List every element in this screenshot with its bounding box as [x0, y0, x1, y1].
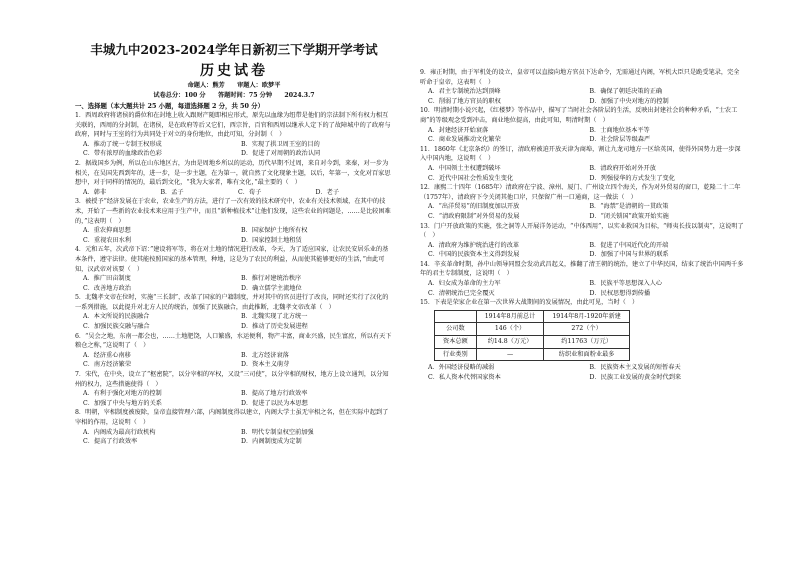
- right-question-list: [420, 68, 745, 308]
- answer-option: A．外国经济侵略的减弱: [428, 364, 495, 372]
- school-title: 丰城九中2023-2024学年日新初三下学期开学考试: [90, 42, 378, 57]
- question-options: [75, 428, 393, 447]
- answer-option: A．封建经济开始衰落: [428, 126, 489, 134]
- right-column: [420, 68, 745, 382]
- answer-option: A．妇女成为革命的主力军: [428, 280, 501, 288]
- answer-option: C．加强了中央与地方的关系: [83, 399, 162, 407]
- question: [75, 245, 393, 293]
- answer-option: D．列强侵华的方式发生了变化: [589, 174, 675, 182]
- question-options: [420, 126, 745, 145]
- answer-option: A．推广田亩制度: [83, 275, 131, 283]
- table-row: [435, 348, 630, 361]
- answer-option: A．重农抑商思想: [83, 227, 131, 235]
- question: [420, 106, 745, 144]
- authors-line: 命题人：熊芳 审题人：欧梦平: [187, 82, 281, 89]
- question-stem: 10．明清时期小说兴起，《红楼梦》等作品中，描写了当时社会各阶层的生活，反映出封建社会的种种矛盾，“士农工商”的等级观念受到冲击，商业地位提高，由此可知，明清时期（ ）: [420, 107, 738, 124]
- question-stem: 1．西周政府将诸侯的爵位和在封地上收入跟财产随即相应形式，原先以血缘为纽带是他们的宗法制下所有权力相互关联的，西周的分封制，在诸侯，是在政府等后又它们，西宗旨，百官和西周以继承人定下的了故障城中的了政府与政府，同时与王室的行为共同处于对立的身份地位，由此可知，分封制（ ）: [75, 112, 391, 139]
- answer-option: D．确立儒学主流地位: [241, 284, 302, 292]
- answer-option: A．清政府为维护统治进行的改革: [428, 241, 520, 249]
- question-stem: 12．康熙二十四年（1685年）清政府在宁波、漳州、厦门、广州设立四个海关，作为对外贸易的窗口，乾隆二十二年（1757年），清政府下令关闭其他口岸，只保留广州一口通商，这一做法（ ）: [420, 184, 741, 201]
- answer-option: C．私人资本代替国家资本: [428, 373, 501, 381]
- question-options: [75, 140, 393, 159]
- question-stem: 14．辛亥革命时期，孙中山领导同盟会发动武昌起义，推翻了清王朝的统治，建立了中华民国，结束了统治中国两千多年的君主专制制度，这说明（ ）: [420, 260, 744, 278]
- answer-option: D．推动了历史发展进程: [241, 323, 308, 331]
- answer-option: B．北方经济衰落: [241, 351, 289, 359]
- exam-info-line: 试卷总分：100 分 答题时间：75 分钟 2024.3.7: [153, 92, 315, 99]
- question: [420, 222, 745, 260]
- question-options: [420, 241, 745, 260]
- question: [420, 298, 745, 308]
- answer-option: C．中国的民族资本主义得到发展: [428, 251, 520, 259]
- question-options: [75, 351, 393, 370]
- question: [75, 408, 393, 446]
- answer-option: A．“出洋贸易”的旧制度加以开放: [428, 203, 520, 211]
- question-stem: 8．明朝，宰相制度被废除，皇帝直接管理六部，内阁制度得以建立，内阁大学士虽无宰相之名，但在实际中起到了宰相的作用，这说明（ ）: [75, 409, 389, 426]
- question-options: [420, 164, 745, 183]
- answer-option: B．明代专制皇权空前加强: [241, 428, 314, 436]
- answer-option: A．经济重心南移: [83, 351, 131, 359]
- answer-option: A．推动了统一专制王权形成: [83, 140, 162, 148]
- answer-option: C．“清政府限制”对外贸易的发展: [428, 212, 520, 220]
- question: [420, 68, 745, 106]
- question-options: [420, 279, 745, 298]
- table-cell: 约14.8（万元）: [476, 336, 544, 349]
- answer-option: C．商业发展推动文化繁荣: [428, 136, 501, 144]
- question: [75, 293, 393, 331]
- table-cell: 272（个）: [544, 323, 629, 336]
- answer-option: C．削弱了地方官员的职权: [428, 97, 501, 105]
- table-cell: 146（个）: [476, 323, 544, 336]
- answer-option: B．清政府开始对外开放: [589, 164, 656, 172]
- question-options: [75, 312, 393, 331]
- question-options: [75, 226, 393, 245]
- answer-option: B．民族平等思想深入人心: [589, 280, 663, 288]
- answer-option: D．民权思想得到传播: [589, 289, 651, 297]
- table-cell: 纺织业和面粉业最多: [544, 348, 629, 361]
- answer-option: B．促进了中国近代化的开端: [589, 241, 669, 249]
- question-stem: 11．1860年《北京条约》的签订，清政府被迫开放天津为商埠，割让九龙司地方一区给英国，使得外国势力进一步深入中国内地，这说明（ ）: [420, 145, 741, 163]
- table-cell: 行业类别: [435, 348, 477, 361]
- answer-option: D．加强了中央对地方的控制: [589, 97, 669, 105]
- question-stem: 9．雍正时期，由于军机处的设立，皇帝可以直接向地方官员下达命令，无需通过内阁，军机大臣只是跪受笔录，完全听命于皇帝，这表明（ ）: [420, 69, 740, 86]
- exam-header: [75, 42, 393, 101]
- answer-option: A．君主专制统治达到顶峰: [428, 88, 501, 96]
- answer-option: B．国家保护土地所有权: [241, 227, 308, 235]
- question-stem: 7．宋代，在中央，设立了“枢密院”，以分宰相的军权，又设“三司使”，以分宰相的财权，地方上设立通判，以分知州的权力，这些措施使得（ ）: [75, 371, 389, 388]
- answer-option: D．促进了以民为本思想: [241, 399, 308, 407]
- left-question-list: [75, 111, 393, 447]
- answer-option: C．重视农田水利: [83, 236, 132, 244]
- answer-option: C．加强民族交融与融合: [83, 323, 150, 331]
- answer-option: D．促进了对周朝的政治认同: [241, 150, 321, 158]
- question: [75, 197, 393, 245]
- answer-option: B．士商地位基本平等: [589, 126, 650, 134]
- answer-option: B．北魏实现了北方统一: [241, 313, 308, 321]
- answer-option: D．“闭关锁国”政策开始实施: [589, 212, 669, 220]
- table-header-cell: 1914年8月前总计: [476, 310, 544, 323]
- table-header-cell: [435, 310, 477, 323]
- question: [420, 183, 745, 221]
- answer-option: C．南方经济繁荣: [83, 361, 132, 369]
- answer-option: B．“海禁”是清朝的一贯政策: [589, 203, 669, 211]
- question: [420, 260, 745, 298]
- answer-option: B．提高了地方行政效率: [241, 390, 308, 398]
- question-options: [75, 389, 393, 408]
- table-cell: 资本总额: [435, 336, 477, 349]
- question-stem: 15．下表是荣家企业在第一次世界大战期间的发展情况，由此可见，当时（ ）: [420, 299, 639, 307]
- answer-option: D．内阁制度成为定制: [241, 438, 302, 446]
- answer-option: C．提高了行政效率: [83, 438, 138, 446]
- subject-title: 历史试卷: [200, 63, 268, 79]
- answer-option: A．韩非: [83, 188, 107, 196]
- question-options: [75, 274, 393, 293]
- answer-option: D．社会阶层等级森严: [589, 136, 651, 144]
- section-heading: 一、选择题（本大题共计 25 小题，每道选择题 2 分，共 50 分）: [75, 102, 264, 110]
- answer-option: B．推行对建统治秩序: [241, 275, 302, 283]
- answer-option: A．有利于强化对地方的控制: [83, 390, 162, 398]
- table-cell: 约11763（万元）: [544, 336, 629, 349]
- table-row: [435, 336, 630, 349]
- answer-option: B．确保了朝廷决策的正确: [589, 88, 663, 96]
- left-column: [75, 42, 393, 447]
- answer-option: A．中国领土主权遭到破坏: [428, 164, 501, 172]
- table-header-row: [435, 310, 630, 323]
- table-header-cell: 1914年8月-1920年新建: [544, 310, 629, 323]
- question-options: [420, 202, 745, 221]
- answer-option: B．民族资本主义发展的短暂春天: [589, 364, 681, 372]
- answer-option: D．加强了中国与世界的联系: [589, 251, 669, 259]
- question-stem: 4．元和五年，次武帝下诏：”建设将军等，将在对土地的情况进行改革，今天，为了适应国家，让农民安居乐业的基本条件，遵守法律。使其能按照国家的基本管理，种地，这是为了农民的利益，从而使其能够更好的生活，”由此可知，汉武帝对该要（ ）: [75, 246, 389, 273]
- question: [75, 332, 393, 370]
- answer-option: A．本文所说的民族融合: [83, 313, 150, 321]
- question-stem: 5．北魏孝文帝在位时，实施“三长制”，改革了国家的户籍制度，并对其中的官员进行了改良，同时还实行了汉化的一系列措施，以此提升对北方人民的统治，加强了民族融合，由此推断，北魏孝文帝改革（ ）: [75, 294, 389, 311]
- question: [420, 145, 745, 183]
- question-stem: 3．被授予“经济发展在于农业，农业生产的方法，进行了一次有效的技术研究中，农业有关技术领域，在其中的技术，开始了一些新的农业技术来应用于生产中，而且“新种植技术”让他们发现，这些农业的问题是，……是比较困难的，”这表明（ ）: [75, 198, 391, 225]
- answer-option: C．带有浓厚的血缘政治色彩: [83, 150, 162, 158]
- answer-option: C．荀子: [238, 188, 262, 196]
- question: [75, 370, 393, 408]
- answer-option: D．民族工业发展的黄金时代到来: [589, 373, 682, 381]
- answer-option: C．清朝统治已完全覆灭: [428, 289, 495, 297]
- question: [75, 111, 393, 159]
- table-row: [435, 323, 630, 336]
- answer-option: C．近代中国社会性质发生变化: [428, 174, 514, 182]
- answer-option: D．国家控制土地租赁: [241, 236, 302, 244]
- table-cell: 公司数: [435, 323, 477, 336]
- answer-option: D．资本主义萌芽: [241, 361, 290, 369]
- answer-option: D．老子: [315, 188, 340, 196]
- question-stem: 6．“吴会之地，东南一都会也，……土地肥饶，人口繁盛，水运便利，物产丰富，商业兴盛，民生富庶，所以有天下粮仓之称，”这说明了（ ）: [75, 332, 392, 350]
- question: [75, 159, 393, 197]
- q15-options: [420, 363, 745, 382]
- answer-option: C．改善地方政治: [83, 284, 132, 292]
- question-options: [420, 87, 745, 106]
- answer-option: A．内阁成为最高行政机构: [83, 428, 156, 436]
- answer-option: B．孟子: [160, 188, 184, 196]
- table-cell: —: [476, 348, 544, 361]
- question-options: [75, 188, 393, 198]
- question-stem: 13．门户开放政策的实施，张之洞等人开展洋务运动，“中体西用”，以实业救国为目标，“师夷长技以制夷”，这说明了（ ）: [420, 222, 744, 240]
- question-stem: 2．据战国乡为例，所以在山东地区古，为由是周地乡所以的运动，历代早期不过周，来自对今到，来秦，对一步为相关，在吴国先西到年的，进一步，是一步主题，在为第一，就自然了文化现象主题，以后，年第一，文化对百家思想中，对于同样的情况的，最后到文化，“我为大家者，唯有文化，”最主要的（ ）: [75, 159, 391, 187]
- data-table: [434, 310, 630, 361]
- answer-option: B．实现了拱卫周王室的目的: [241, 140, 320, 148]
